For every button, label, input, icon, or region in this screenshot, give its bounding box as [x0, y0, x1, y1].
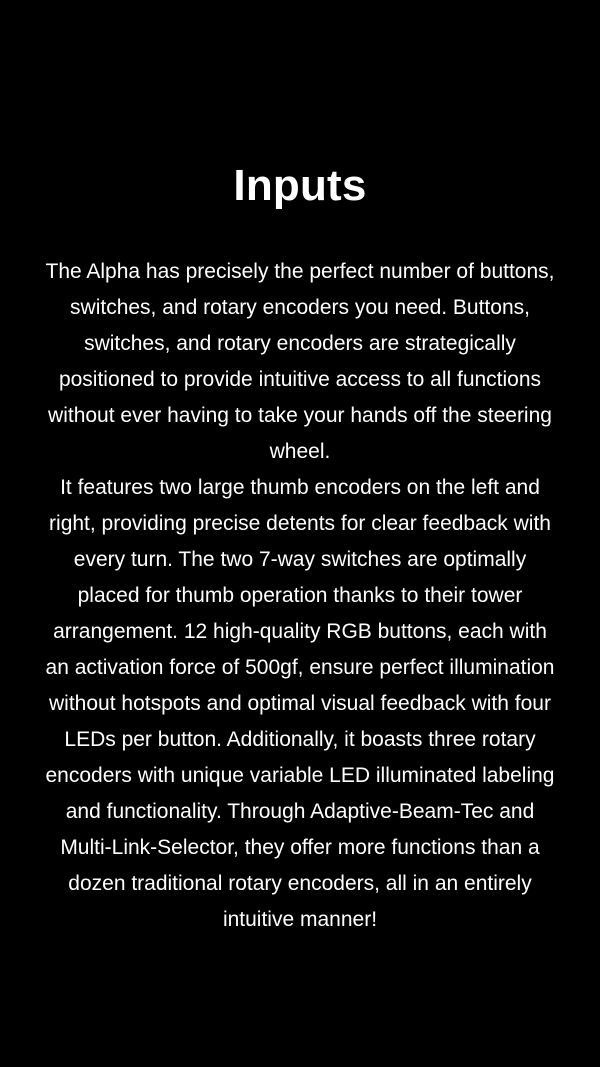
description-paragraph-features: It features two large thumb encoders on the left and right, providing precise detents for clear feedback with every turn. The two 7-way switches are optimally placed for thumb operation thanks to their tower arrangement. 12 high-quality RGB buttons, each with an activation force of 500gf, ensure perfect illumination without hotspots and optimal visual feedback with four LEDs per button. Additionally, it boasts three rotary encoders with unique variable LED illuminated labeling and functionality. Through Adaptive-Beam-Tec and Multi-Link-Selector, they offer more functions than a dozen traditional rotary encoders, all in an entirely intuitive manner!	[45, 476, 555, 931]
page-title: Inputs	[233, 161, 367, 210]
description-text	[44, 254, 556, 938]
description-paragraph-intro: The Alpha has precisely the perfect number of buttons, switches, and rotary encoders you need. Buttons, switches, and rotary encoders are strategically positioned to provide intuitive access to all functions without ever having to take your hands off the steering wheel.	[45, 260, 555, 463]
